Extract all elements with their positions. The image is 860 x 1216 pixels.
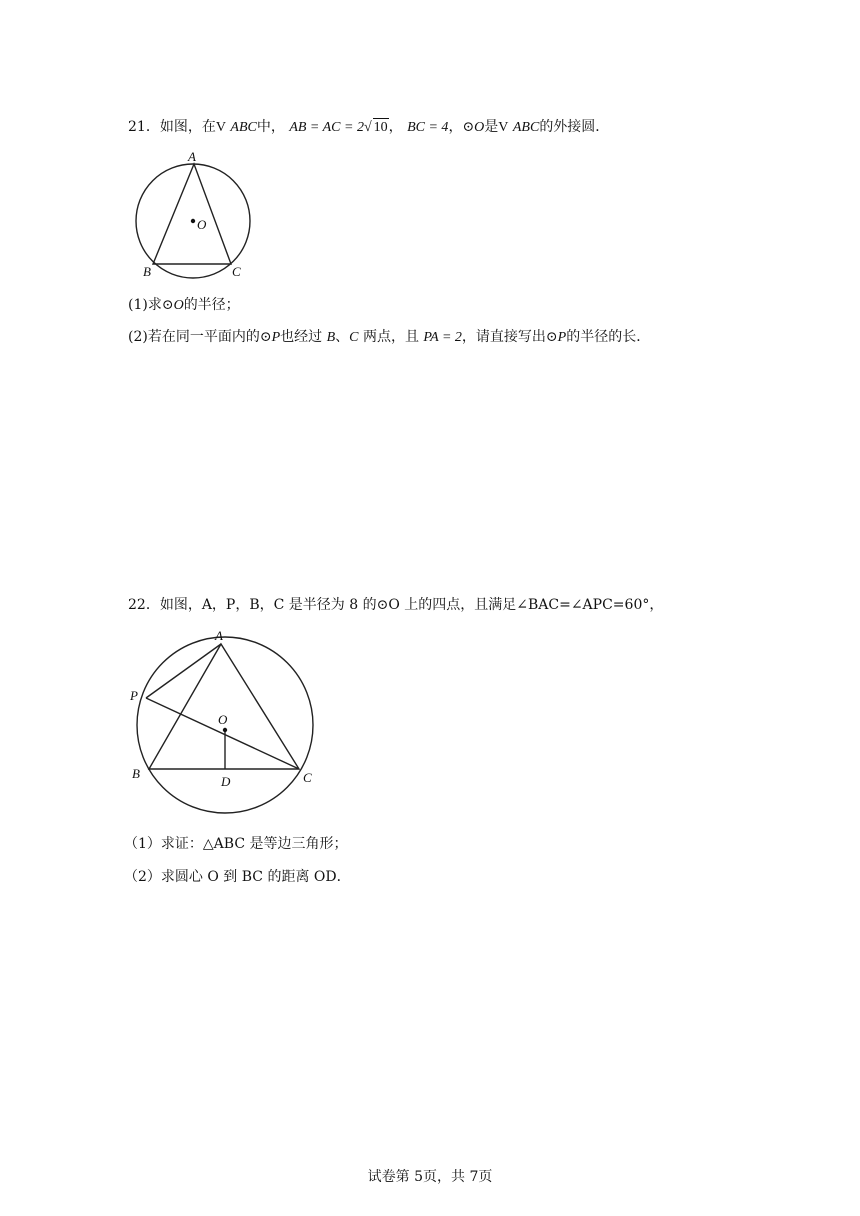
q22-triangle-abc xyxy=(149,644,299,769)
q21-tri-symbol: V xyxy=(215,120,226,135)
q21-sep1: ， xyxy=(388,119,403,135)
q21-part2-mid1: 也经过 xyxy=(280,329,323,345)
q21-tail: 的外接圆． xyxy=(539,119,610,135)
q21-part2-dun: 、 xyxy=(335,329,350,345)
q22-stem: 22．如图，A，P，B，C 是半径为 8 的⊙O 上的四点，且满足∠BAC=∠APC=60°， xyxy=(128,597,664,613)
q22-center-dot xyxy=(223,728,227,732)
q21-intro: 如图，在 xyxy=(159,119,216,135)
q21-part2-mid2: 两点，且 xyxy=(362,329,419,345)
q21-label-a: A xyxy=(188,149,196,164)
q21-circle-o: ⊙O xyxy=(462,120,485,135)
q21-number: 21． xyxy=(128,119,160,135)
q21-part2-c: C xyxy=(349,330,359,345)
q21-part1-suffix: 的半径； xyxy=(183,297,240,313)
q21-part2-circle-2: ⊙P xyxy=(545,330,567,345)
q21-label-b: B xyxy=(143,264,151,279)
q21-sep2: ， xyxy=(448,119,463,135)
page-footer: 试卷第 5页，共 7页 xyxy=(367,1169,493,1185)
q21-label-o: O xyxy=(197,217,207,232)
q21-part1-prefix: (1)求 xyxy=(128,297,162,313)
q21-label-c: C xyxy=(232,264,241,279)
q21-is: 是 xyxy=(484,119,499,135)
q22-label-d: D xyxy=(221,774,231,789)
q22-label-b: B xyxy=(132,766,140,781)
q22-label-p: P xyxy=(130,688,138,703)
q22-part2: （2）求圆心 O 到 BC 的距离 OD． xyxy=(124,869,351,885)
q21-ab-ac: AB = AC = 2 xyxy=(289,120,364,135)
q22-segment-pa xyxy=(146,644,221,698)
q21-sqrt: √ 10 xyxy=(363,120,388,135)
q21-part2-prefix: (2)若在同一平面内的 xyxy=(128,329,260,345)
q21-part2-suffix: 的半径的长． xyxy=(566,329,651,345)
q21-part2-b: B xyxy=(326,330,336,345)
q22-label-o: O xyxy=(218,712,228,727)
q22-part1: （1）求证：△ABC 是等边三角形； xyxy=(124,836,348,852)
q21-part2-pa: PA = 2 xyxy=(423,330,462,345)
q21-part2-circle: ⊙P xyxy=(259,330,281,345)
q21-tri-name: ABC xyxy=(230,120,257,135)
q21-bc: BC = 4 xyxy=(407,120,449,135)
q22-label-a: A xyxy=(215,628,223,643)
q21-tri-name-2: ABC xyxy=(512,120,540,135)
q21-mid: 中， xyxy=(256,119,285,135)
q21-part1-circle: ⊙O xyxy=(161,298,184,313)
q21-sqrt-value: 10 xyxy=(373,120,388,135)
q21-tri-symbol-2: V xyxy=(498,120,509,135)
q21-part2-mid3: ，请直接写出 xyxy=(461,329,546,345)
q22-label-c: C xyxy=(303,770,312,785)
